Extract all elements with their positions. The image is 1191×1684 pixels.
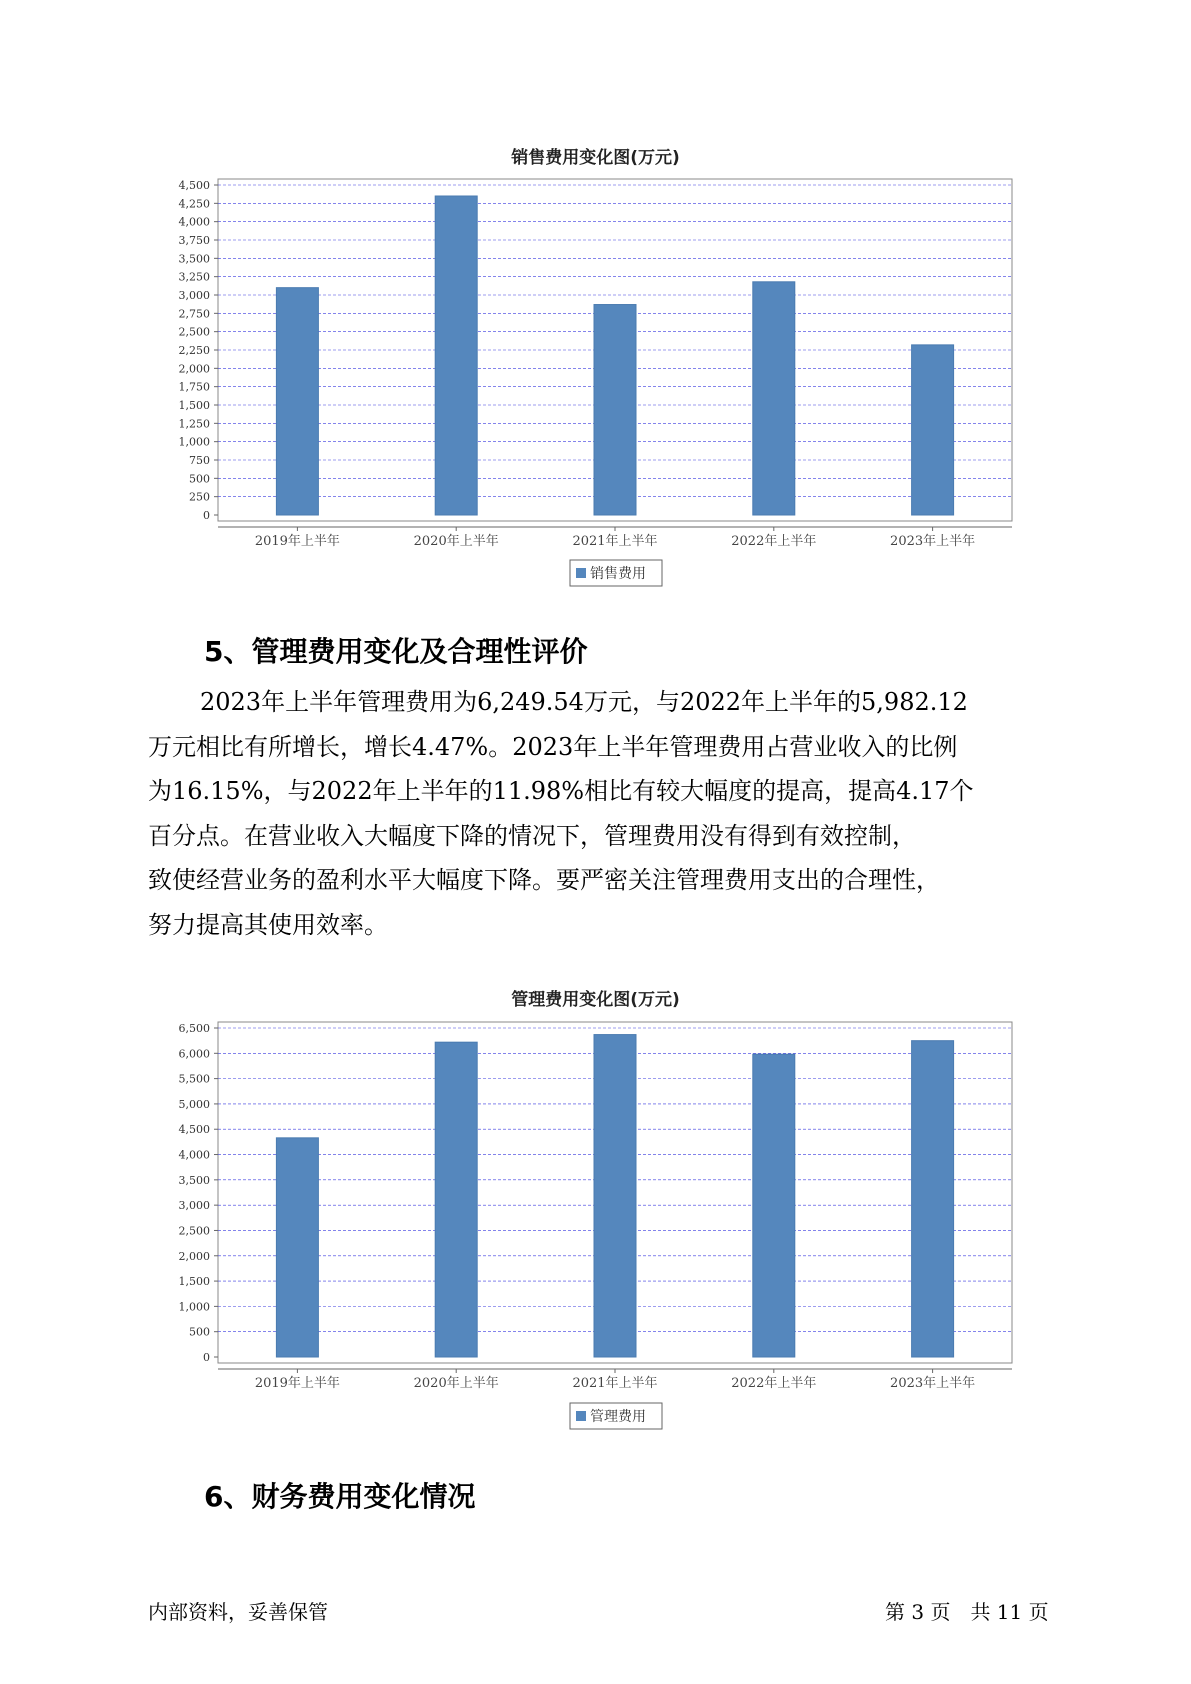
x-tick-label: 2023年上半年 bbox=[890, 1376, 976, 1391]
y-tick-label: 4,250 bbox=[178, 197, 210, 211]
admin-expense-bar-chart bbox=[0, 1005, 1191, 1445]
paragraph-line: 万元相比有所增长，增长4.47%。2023年上半年管理费用占营业收入的比例 bbox=[148, 732, 958, 761]
legend-label: 销售费用 bbox=[590, 566, 646, 582]
y-tick-label: 1,000 bbox=[178, 435, 210, 449]
bar bbox=[594, 305, 636, 515]
x-tick-label: 2021年上半年 bbox=[572, 534, 658, 549]
paragraph-line: 为16.15%，与2022年上半年的11.98%相比有较大幅度的提高，提高4.17个 bbox=[148, 777, 974, 805]
y-tick-label: 4,500 bbox=[178, 179, 210, 192]
bar bbox=[594, 1035, 636, 1357]
sales-expense-chart-title: 销售费用变化图(万元) bbox=[511, 148, 680, 168]
section-5-paragraph bbox=[148, 680, 1048, 947]
y-tick-label: 2,250 bbox=[178, 344, 210, 357]
paragraph-line: 努力提高其使用效率。 bbox=[148, 910, 388, 939]
y-tick-label: 3,500 bbox=[178, 1173, 210, 1187]
paragraph-line: 致使经营业务的盈利水平大幅度下降。要严密关注管理费用支出的合理性， bbox=[148, 866, 940, 894]
paragraph-line: 百分点。在营业收入大幅度下降的情况下，管理费用没有得到有效控制， bbox=[148, 821, 916, 850]
x-tick-label: 2020年上半年 bbox=[413, 534, 499, 549]
section-5-heading: 5、管理费用变化及合理性评价 bbox=[204, 635, 588, 668]
y-tick-label: 6,500 bbox=[178, 1022, 210, 1035]
y-tick-label: 3,500 bbox=[178, 252, 210, 266]
y-tick-label: 2,000 bbox=[178, 1249, 210, 1263]
footer-confidential-note: 内部资料，妥善保管 bbox=[148, 1600, 328, 1624]
x-tick-label: 2021年上半年 bbox=[572, 1376, 658, 1391]
x-tick-label: 2022年上半年 bbox=[731, 1376, 817, 1391]
y-tick-label: 250 bbox=[189, 490, 210, 504]
legend-label: 管理费用 bbox=[590, 1409, 646, 1425]
y-tick-label: 4,500 bbox=[178, 1123, 210, 1137]
paragraph-line: 2023年上半年管理费用为6,249.54万元，与2022年上半年的5,982.12 bbox=[200, 688, 968, 716]
admin-expense-chart-title: 管理费用变化图(万元) bbox=[511, 990, 680, 1010]
y-tick-label: 1,750 bbox=[178, 380, 210, 394]
y-tick-label: 3,000 bbox=[178, 289, 210, 302]
x-tick-label: 2022年上半年 bbox=[731, 534, 817, 549]
y-tick-label: 2,750 bbox=[178, 307, 210, 321]
x-tick-label: 2019年上半年 bbox=[254, 1376, 340, 1391]
bar bbox=[912, 345, 954, 515]
legend-swatch bbox=[576, 1411, 586, 1421]
bar bbox=[753, 282, 795, 515]
legend-swatch bbox=[576, 568, 586, 578]
bar bbox=[276, 1138, 318, 1357]
footer-page-number: 第 3 页 共 11 页 bbox=[885, 1600, 1049, 1624]
bar bbox=[753, 1054, 795, 1357]
y-tick-label: 500 bbox=[189, 472, 210, 486]
bar bbox=[912, 1041, 954, 1357]
y-tick-label: 2,000 bbox=[178, 362, 210, 376]
y-tick-label: 500 bbox=[189, 1325, 210, 1339]
y-tick-label: 4,000 bbox=[178, 1148, 210, 1162]
y-tick-label: 2,500 bbox=[178, 325, 210, 339]
y-tick-label: 6,000 bbox=[178, 1047, 210, 1061]
y-tick-label: 1,000 bbox=[178, 1300, 210, 1314]
bar bbox=[435, 1042, 477, 1357]
y-tick-label: 0 bbox=[203, 509, 210, 522]
bar bbox=[276, 288, 318, 515]
y-tick-label: 2,500 bbox=[178, 1224, 210, 1238]
x-tick-label: 2023年上半年 bbox=[890, 534, 976, 549]
y-tick-label: 1,500 bbox=[178, 1275, 210, 1289]
bar bbox=[435, 196, 477, 515]
y-tick-label: 5,500 bbox=[178, 1072, 210, 1086]
section-6-heading: 6、财务费用变化情况 bbox=[204, 1480, 476, 1513]
y-tick-label: 3,250 bbox=[178, 270, 210, 284]
y-tick-label: 0 bbox=[203, 1351, 210, 1364]
x-tick-label: 2019年上半年 bbox=[254, 534, 340, 549]
sales-expense-bar-chart bbox=[0, 160, 1191, 600]
y-tick-label: 3,000 bbox=[178, 1199, 210, 1213]
y-tick-label: 1,500 bbox=[178, 399, 210, 412]
y-tick-label: 5,000 bbox=[178, 1097, 210, 1111]
y-tick-label: 3,750 bbox=[178, 234, 210, 247]
y-tick-label: 4,000 bbox=[178, 215, 210, 229]
y-tick-label: 1,250 bbox=[178, 417, 210, 431]
y-tick-label: 750 bbox=[189, 454, 210, 467]
x-tick-label: 2020年上半年 bbox=[413, 1376, 499, 1391]
